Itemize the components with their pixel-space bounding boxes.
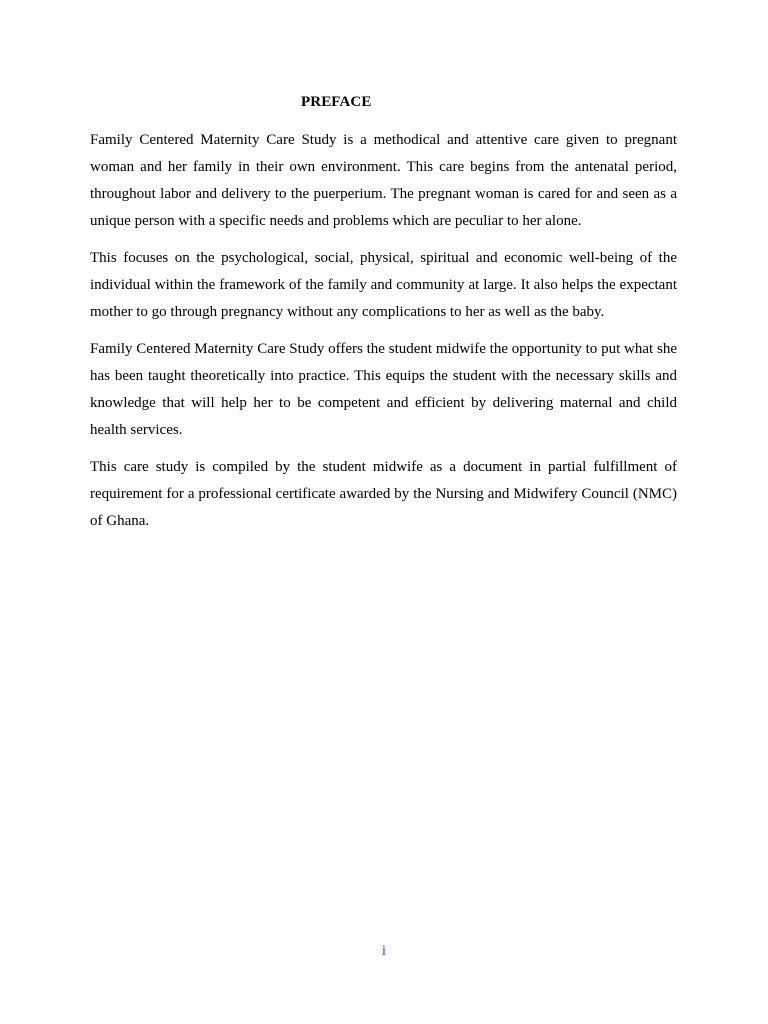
preface-body	[90, 127, 677, 545]
page-number: i	[381, 943, 387, 959]
paragraph-1: Family Centered Maternity Care Study is a methodical and attentive care given to pregnant woman and her family in their own environment. This care begins from the antenatal period, throughout labor and delivery to the puerperium. The pregnant woman is cared for and seen as a unique person with a specific needs and problems which are peculiar to her alone.	[90, 132, 677, 229]
page-title: PREFACE	[301, 94, 372, 110]
paragraph-2: This focuses on the psychological, social, physical, spiritual and economic well-being of the individual within the framework of the family and community at large. It also helps the expectant mother to go through pregnancy without any complications to her as well as the baby.	[90, 250, 677, 320]
paragraph-3: Family Centered Maternity Care Study offers the student midwife the opportunity to put what she has been taught theoretically into practice. This equips the student with the necessary skills and knowledge that will help her to be competent and efficient by delivering maternal and child health services.	[90, 341, 677, 438]
paragraph-4: This care study is compiled by the student midwife as a document in partial fulfillment of requirement for a professional certificate awarded by the Nursing and Midwifery Council (NMC) of Ghana.	[90, 459, 677, 529]
